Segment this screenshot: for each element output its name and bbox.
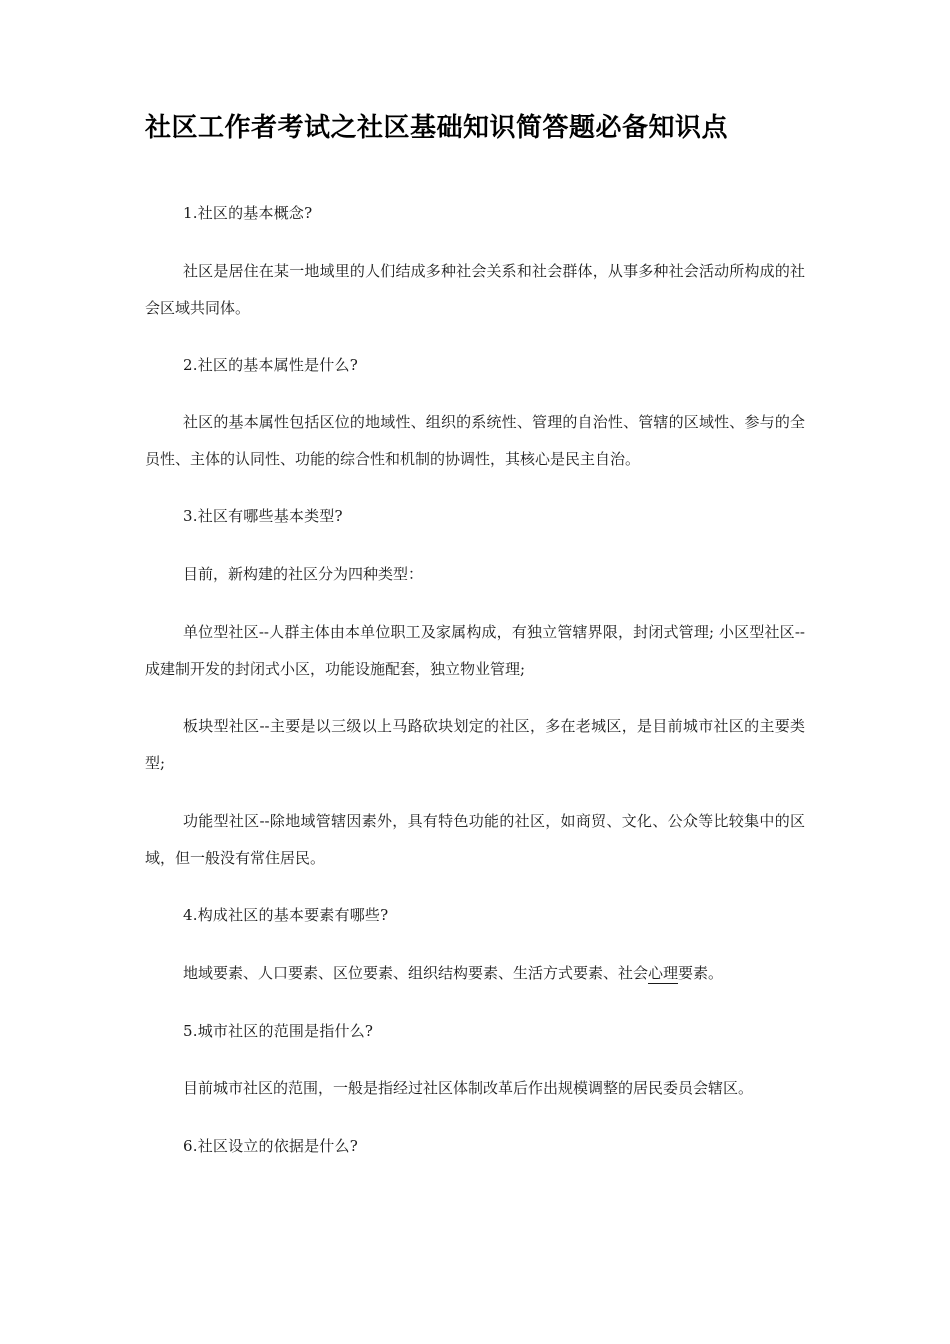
- question-2: 2.社区的基本属性是什么?: [183, 356, 358, 374]
- question-4: 4.构成社区的基本要素有哪些?: [183, 906, 389, 924]
- question-5: 5.城市社区的范围是指什么?: [183, 1022, 374, 1040]
- document-title: 社区工作者考试之社区基础知识简答题必备知识点: [145, 113, 729, 143]
- answer-4-text-after: 要素。: [678, 964, 724, 982]
- question-3: 3.社区有哪些基本类型?: [183, 507, 343, 525]
- answer-3-type-block: 板块型社区--主要是以三级以上马路砍块划定的社区，多在老城区，是目前城市社区的主要类型;: [145, 717, 805, 772]
- answer-4-text-before: 地域要素、人口要素、区位要素、组织结构要素、生活方式要素、社会: [183, 964, 649, 982]
- answer-2: 社区的基本属性包括区位的地域性、组织的系统性、管理的自治性、管辖的区域性、参与的全员性、主体的认同性、功能的综合性和机制的协调性，其核心是民主自治。: [145, 413, 805, 468]
- answer-4-underlined-text: 心理: [648, 964, 679, 982]
- answer-5: 目前城市社区的范围，一般是指经过社区体制改革后作出规模调整的居民委员会辖区。: [183, 1079, 754, 1097]
- question-6: 6.社区设立的依据是什么?: [183, 1137, 358, 1155]
- answer-3-intro: 目前，新构建的社区分为四种类型：: [183, 565, 424, 583]
- question-1: 1.社区的基本概念?: [183, 204, 313, 222]
- answer-3-type-functional: 功能型社区--除地域管辖因素外，具有特色功能的社区，如商贸、文化、公众等比较集中的区域，但一般没有常住居民。: [145, 812, 805, 867]
- answer-3-type-unit: 单位型社区--人群主体由本单位职工及家属构成，有独立管辖界限，封闭式管理; 小区型社区--成建制开发的封闭式小区，功能设施配套，独立物业管理;: [145, 623, 805, 678]
- answer-1: 社区是居住在某一地域里的人们结成多种社会关系和社会群体，从事多种社会活动所构成的社会区域共同体。: [145, 262, 805, 317]
- answer-4: [145, 955, 805, 992]
